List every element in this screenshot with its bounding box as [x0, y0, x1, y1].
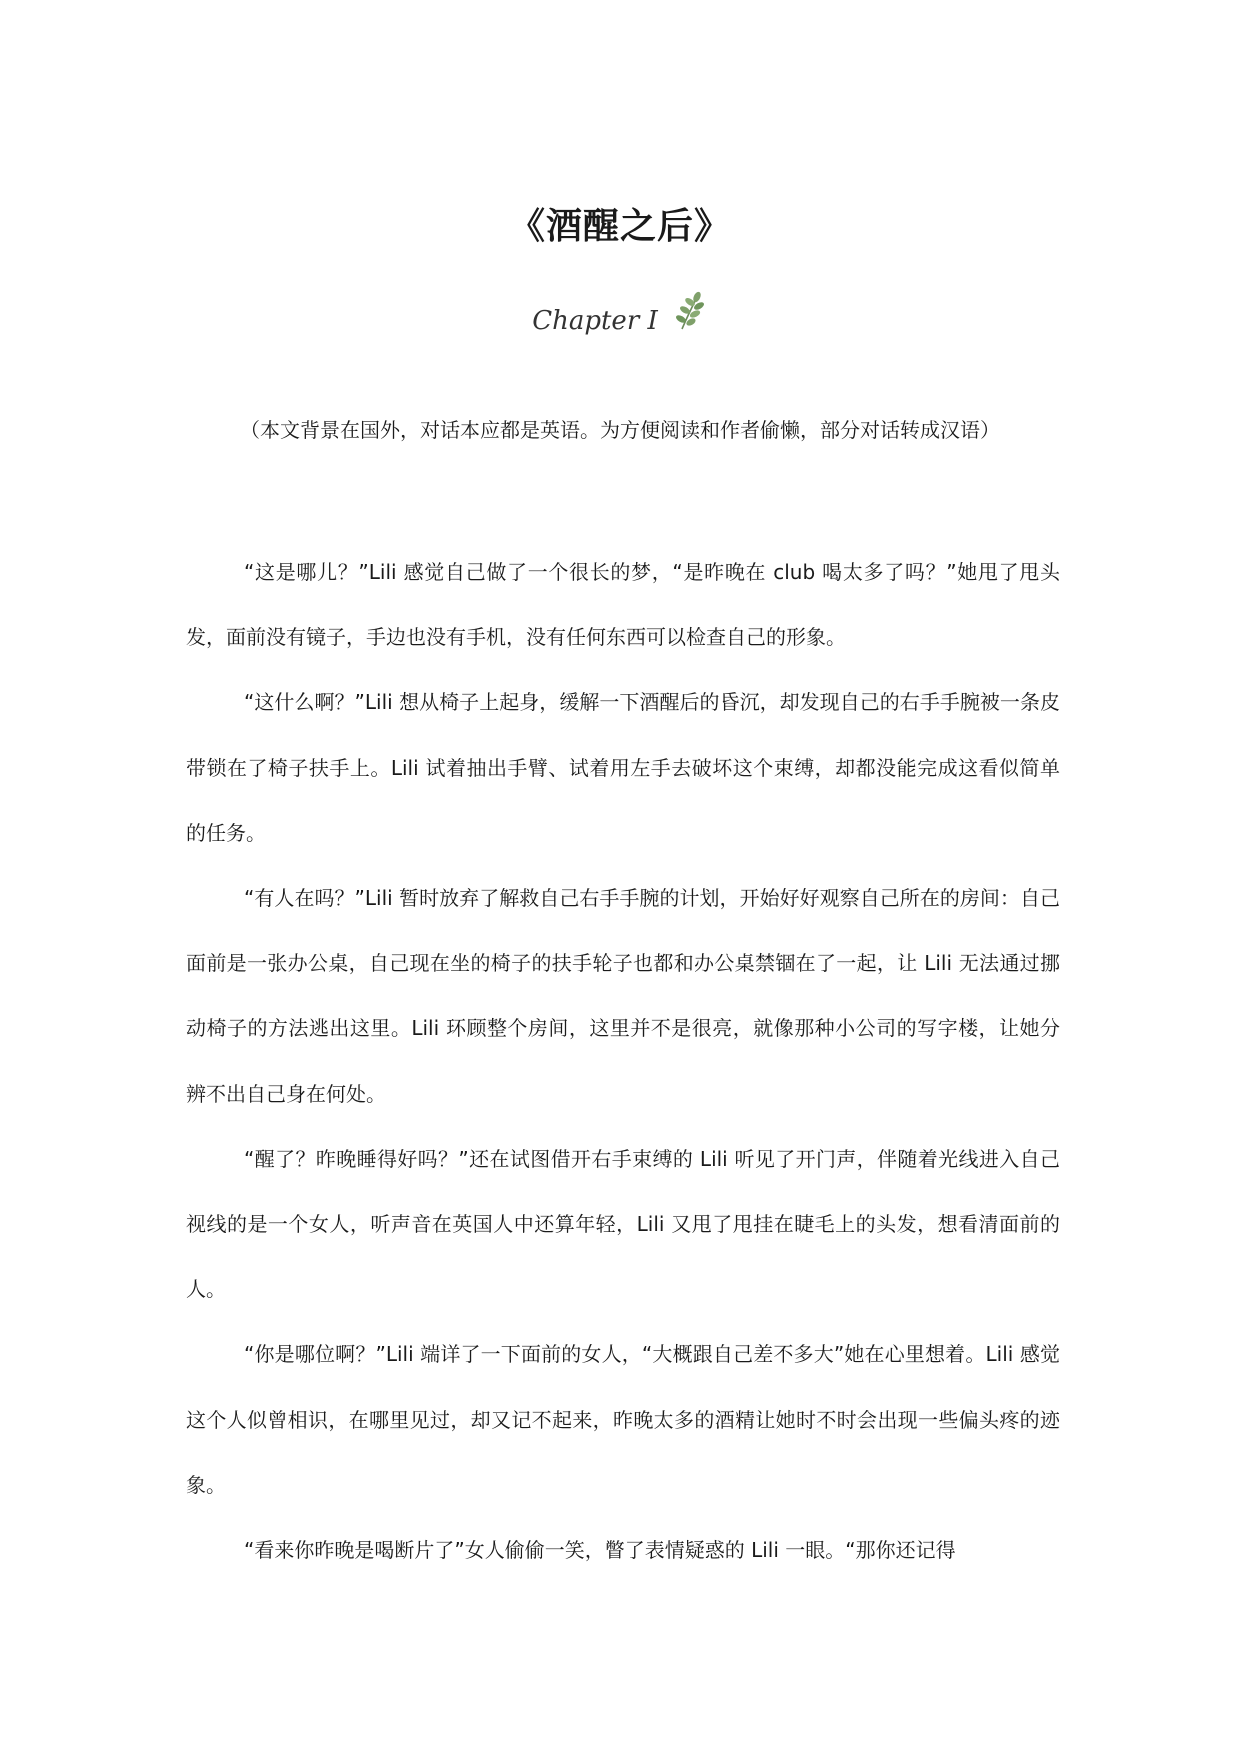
- leaf-sprig-icon: [672, 291, 708, 335]
- chapter-label: Chapter I: [532, 306, 658, 336]
- document-title: 《酒醒之后》: [508, 206, 731, 247]
- chapter-heading: [0, 306, 1240, 336]
- story-body: [186, 540, 1060, 1583]
- paragraph: “这是哪儿？”Lili 感觉自己做了一个很长的梦，“是昨晚在 club 喝太多了吗？”她甩了甩头发，面前没有镜子，手边也没有手机，没有任何东西可以检查自己的形象。: [186, 560, 1060, 650]
- paragraph: “看来你昨晚是喝断片了”女人偷偷一笑，瞥了表情疑惑的 Lili 一眼。“那你还记得: [244, 1538, 956, 1563]
- paragraph: “醒了？昨晚睡得好吗？”还在试图借开右手束缚的 Lili 听见了开门声，伴随着光线进入自己视线的是一个女人，听声音在英国人中还算年轻，Lili 又甩了甩挂在睫毛上的头发，想看清面前的人。: [186, 1146, 1060, 1302]
- paragraph: “有人在吗？”Lili 暂时放弃了解救自己右手手腕的计划，开始好好观察自己所在的房间：自己面前是一张办公桌，自己现在坐的椅子的扶手轮子也都和办公桌禁锢在了一起，让 Lili 无法通过挪动椅子的方法逃出这里。Lili 环顾整个房间，这里并不是很亮，就像那种小公司的写字楼，让她分辨不出自己身在何处。: [186, 886, 1060, 1106]
- author-note: （本文背景在国外，对话本应都是英语。为方便阅读和作者偷懒，部分对话转成汉语）: [240, 418, 1000, 442]
- paragraph: “你是哪位啊？”Lili 端详了一下面前的女人，“大概跟自己差不多大”她在心里想着。Lili 感觉这个人似曾相识，在哪里见过，却又记不起来，昨晚太多的酒精让她时不时会出现一些偏头疼的迹象。: [186, 1342, 1060, 1497]
- paragraph: “这什么啊？”Lili 想从椅子上起身，缓解一下酒醒后的昏沉，却发现自己的右手手腕被一条皮带锁在了椅子扶手上。Lili 试着抽出手臂、试着用左手去破坏这个束缚，却都没能完成这看似简单的任务。: [186, 690, 1060, 845]
